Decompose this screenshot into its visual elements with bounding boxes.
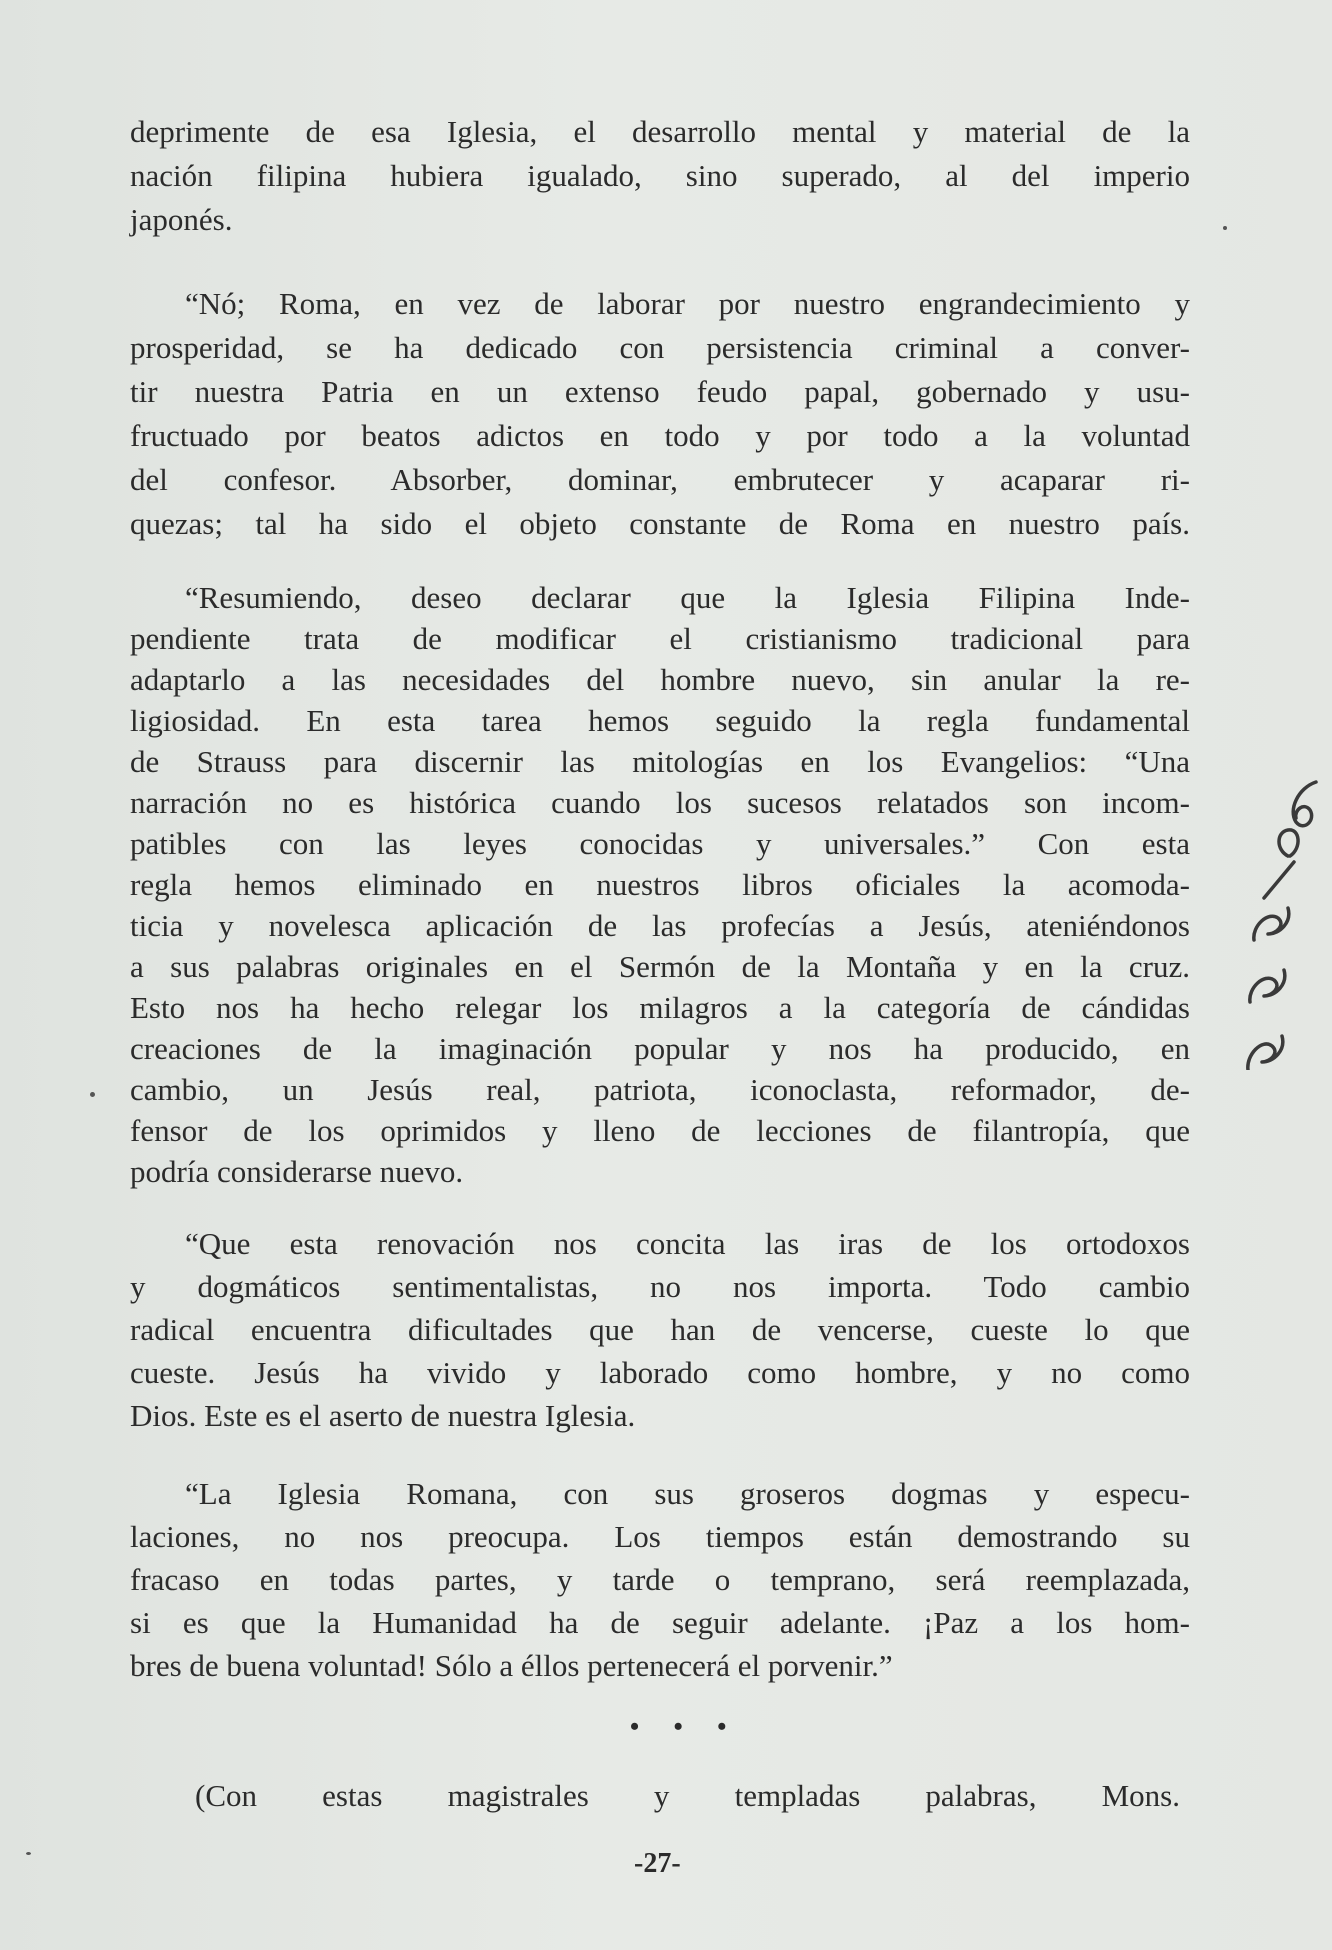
text-line: patibles con las leyes conocidas y universales.” Con esta <box>130 826 1190 861</box>
text-line: cueste. Jesús ha vivido y laborado como hombre, y no como <box>130 1355 1190 1390</box>
section-separator: • • • <box>630 1712 741 1741</box>
text-line: creaciones de la imaginación popular y nos ha producido, en <box>130 1031 1190 1066</box>
text-line: narración no es histórica cuando los sucesos relatados son incom- <box>130 785 1190 820</box>
text-line: “La Iglesia Romana, con sus groseros dogmas y especu- <box>185 1476 1190 1511</box>
text-line: de Strauss para discernir las mitologías en los Evangelios: “Una <box>130 744 1190 779</box>
text-line: ligiosidad. En esta tarea hemos seguido la regla fundamental <box>130 703 1190 738</box>
text-line: “Que esta renovación nos concita las iras de los ortodoxos <box>185 1226 1190 1261</box>
text-line: prosperidad, se ha dedicado con persistencia criminal a conver- <box>130 330 1190 365</box>
text-line: adaptarlo a las necesidades del hombre nuevo, sin anular la re- <box>130 662 1190 697</box>
text-line: cambio, un Jesús real, patriota, iconoclasta, reformador, de- <box>130 1072 1190 1107</box>
paper-speck <box>26 1852 31 1855</box>
text-line: nación filipina hubiera igualado, sino superado, al del imperio <box>130 158 1190 193</box>
text-line: pendiente trata de modificar el cristianismo tradicional para <box>130 621 1190 656</box>
handwritten-annotation <box>1240 770 1320 1070</box>
text-line: a sus palabras originales en el Sermón de la Montaña y en la cruz. <box>130 949 1190 984</box>
text-line: y dogmáticos sentimentalistas, no nos importa. Todo cambio <box>130 1269 1190 1304</box>
text-line: tir nuestra Patria en un extenso feudo papal, gobernado y usu- <box>130 374 1190 409</box>
text-line: fructuado por beatos adictos en todo y por todo a la voluntad <box>130 418 1190 453</box>
text-line: radical encuentra dificultades que han de vencerse, cueste lo que <box>130 1312 1190 1347</box>
text-line: laciones, no nos preocupa. Los tiempos están demostrando su <box>130 1519 1190 1554</box>
text-line: “Resumiendo, deseo declarar que la Iglesia Filipina Inde- <box>185 580 1190 615</box>
text-line: fracaso en todas partes, y tarde o temprano, será reemplazada, <box>130 1562 1190 1597</box>
text-line: “Nó; Roma, en vez de laborar por nuestro engrandecimiento y <box>185 286 1190 321</box>
paper-speck <box>90 1092 95 1097</box>
paper-speck <box>1223 226 1227 230</box>
text-line: regla hemos eliminado en nuestros libros oficiales la acomoda- <box>130 867 1190 902</box>
text-line: podría considerarse nuevo. <box>130 1154 464 1189</box>
text-line: japonés. <box>130 202 233 237</box>
text-line: fensor de los oprimidos y lleno de lecciones de filantropía, que <box>130 1113 1190 1148</box>
text-line: Esto nos ha hecho relegar los milagros a la categoría de cándidas <box>130 990 1190 1025</box>
closing-line: (Con estas magistrales y templadas palabras, Mons. <box>195 1778 1180 1813</box>
text-line: quezas; tal ha sido el objeto constante de Roma en nuestro país. <box>130 506 1190 541</box>
text-line: ticia y novelesca aplicación de las profecías a Jesús, ateniéndonos <box>130 908 1190 943</box>
text-line: bres de buena voluntad! Sólo a éllos pertenecerá el porvenir.” <box>130 1648 893 1683</box>
text-line: deprimente de esa Iglesia, el desarrollo mental y material de la <box>130 114 1190 149</box>
text-line: si es que la Humanidad ha de seguir adelante. ¡Paz a los hom- <box>130 1605 1190 1640</box>
text-line: del confesor. Absorber, dominar, embrutecer y acaparar ri- <box>130 462 1190 497</box>
page-number: -27- <box>634 1848 681 1879</box>
page-body <box>130 0 1190 1700</box>
text-line: Dios. Este es el aserto de nuestra Iglesia. <box>130 1398 636 1433</box>
